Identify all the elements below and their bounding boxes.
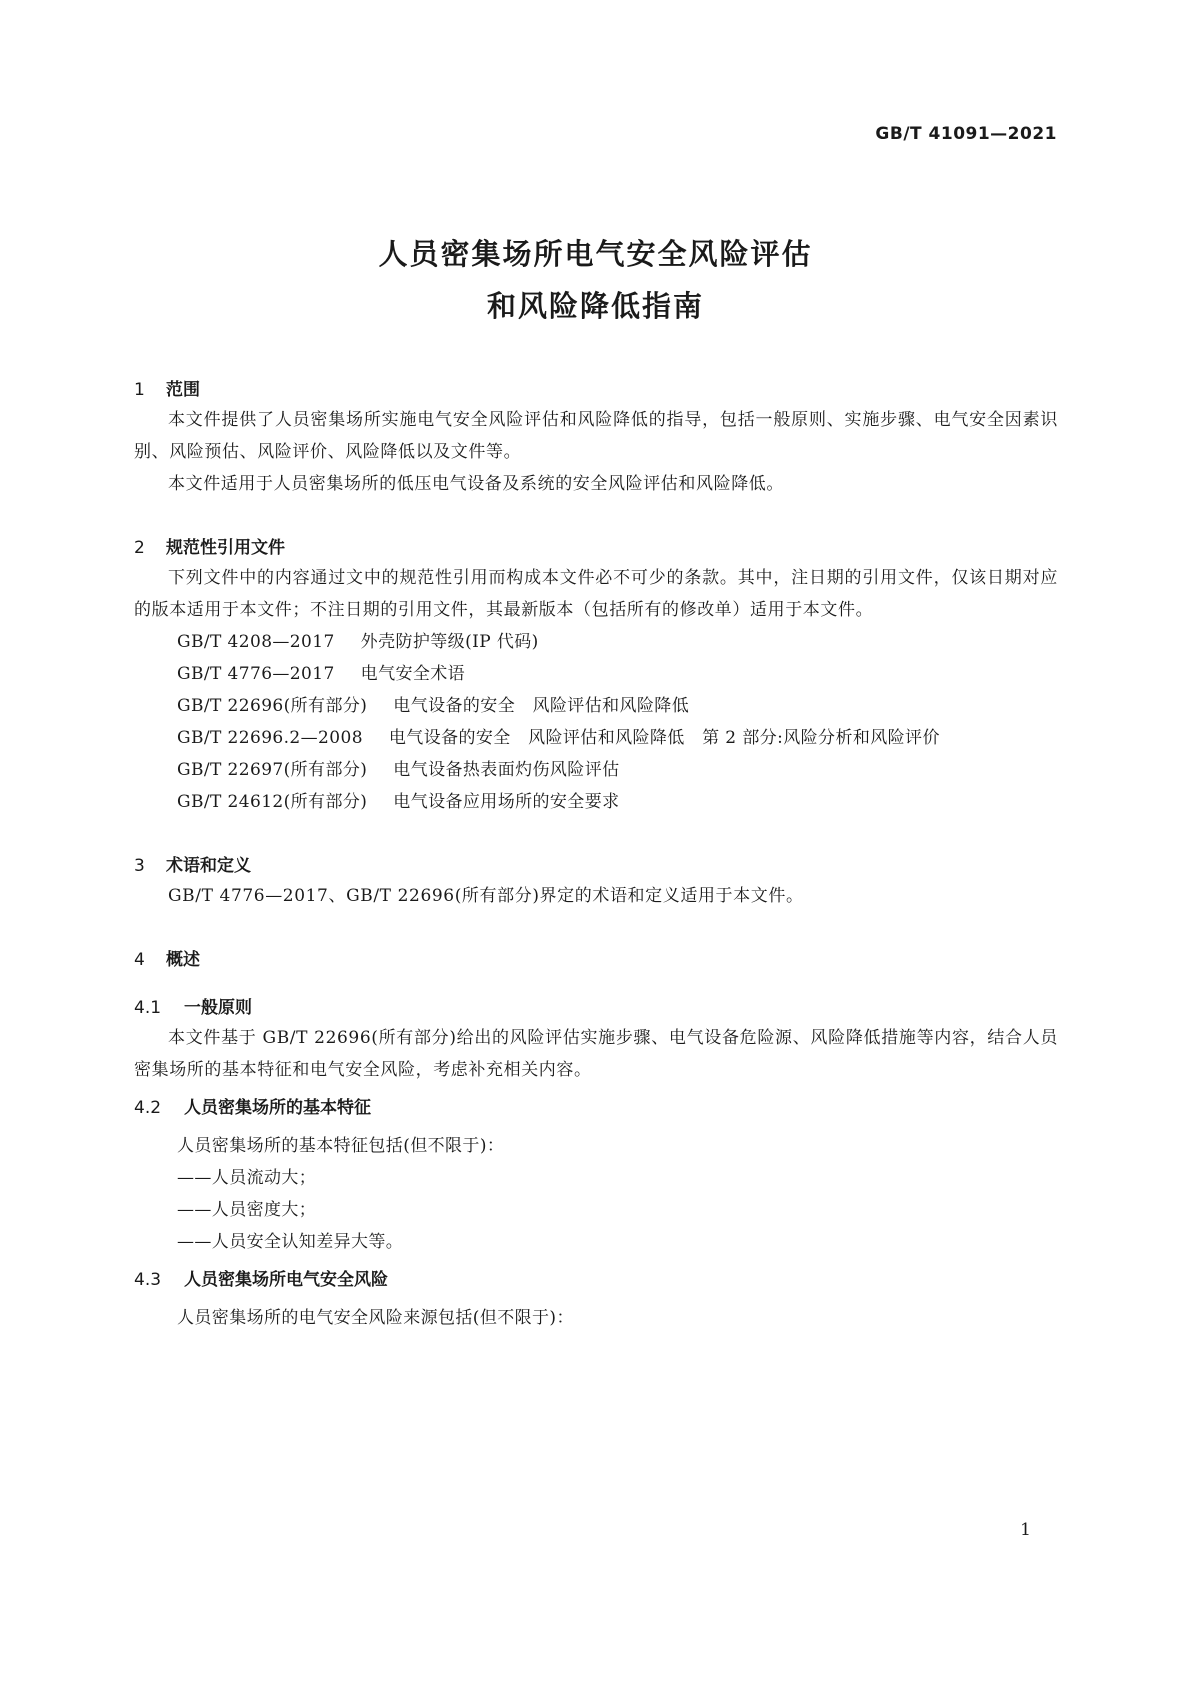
section-number: 1 [134,380,145,400]
section-4-1-paragraph-1: 本文件基于 GB/T 22696(所有部分)给出的风险评估实施步骤、电气设备危险源、风险降低措施等内容，结合人员密集场所的基本特征和电气安全风险，考虑补充相关内容。 [134,1028,1058,1080]
section-title: 人员密集场所的基本特征 [184,1098,371,1118]
reference-title: 电气安全术语 [360,664,466,684]
reference-title: 电气设备应用场所的安全要求 [393,792,620,812]
section-number: 3 [134,856,145,876]
document-body [134,376,1058,1334]
section-1-paragraph-1: 本文件提供了人员密集场所实施电气安全风险评估和风险降低的指导，包括一般原则、实施步骤、电气安全因素识别、风险预估、风险评价、风险降低以及文件等。 [134,410,1058,462]
section-4-heading [134,946,1058,974]
reference-title: 电气设备的安全 风险评估和风险降低 第 2 部分:风险分析和风险评价 [388,728,940,748]
document-title [0,228,1191,332]
reference-item [134,754,1058,786]
section-number: 4 [134,950,145,970]
section-4-2-heading [134,1094,1058,1122]
page-number: 1 [1020,1520,1031,1540]
reference-code: GB/T 22696(所有部分) [177,696,368,716]
section-2-paragraph-1: 下列文件中的内容通过文中的规范性引用而构成本文件必不可少的条款。其中，注日期的引用文件，仅该日期对应的版本适用于本文件；不注日期的引用文件，其最新版本（包括所有的修改单）适用于本文件。 [134,568,1058,620]
section-number: 4.3 [134,1270,162,1290]
section-1-heading [134,376,1058,404]
reference-code: GB/T 4776—2017 [177,664,335,684]
standard-code: GB/T 41091—2021 [875,124,1057,144]
reference-code: GB/T 22697(所有部分) [177,760,368,780]
section-4-1-heading [134,994,1058,1022]
section-number: 2 [134,538,145,558]
section-number: 4.2 [134,1098,162,1118]
list-item: ——人员流动大； [177,1168,317,1188]
section-number: 4.1 [134,998,162,1018]
reference-item [134,690,1058,722]
section-title: 一般原则 [184,998,252,1018]
reference-list [134,626,1058,818]
section-2-heading [134,534,1058,562]
reference-item [134,722,1058,754]
reference-item [134,786,1058,818]
reference-code: GB/T 24612(所有部分) [177,792,368,812]
reference-title: 电气设备热表面灼伤风险评估 [393,760,620,780]
reference-item [134,626,1058,658]
title-line-1: 人员密集场所电气安全风险评估 [378,237,813,271]
section-title: 人员密集场所电气安全风险 [184,1270,388,1290]
reference-code: GB/T 22696.2—2008 [177,728,363,748]
reference-title: 外壳防护等级(IP 代码) [360,632,539,652]
list-item: ——人员安全认知差异大等。 [177,1232,404,1252]
title-line-2: 和风险降低指南 [486,289,704,323]
section-title: 概述 [166,950,200,970]
section-title: 术语和定义 [166,856,251,876]
reference-item [134,658,1058,690]
section-4-3-heading [134,1266,1058,1294]
section-title: 规范性引用文件 [166,538,285,558]
section-1-paragraph-2: 本文件适用于人员密集场所的低压电气设备及系统的安全风险评估和风险降低。 [168,474,784,494]
section-4-3-intro: 人员密集场所的电气安全风险来源包括(但不限于)： [177,1308,574,1328]
reference-title: 电气设备的安全 风险评估和风险降低 [393,696,690,716]
reference-code: GB/T 4208—2017 [177,632,335,652]
section-title: 范围 [166,380,200,400]
section-3-heading [134,852,1058,880]
list-item: ——人员密度大； [177,1200,317,1220]
section-3-paragraph-1: GB/T 4776—2017、GB/T 22696(所有部分)界定的术语和定义适用于本文件。 [168,886,804,906]
section-4-2-intro: 人员密集场所的基本特征包括(但不限于)： [177,1136,505,1156]
